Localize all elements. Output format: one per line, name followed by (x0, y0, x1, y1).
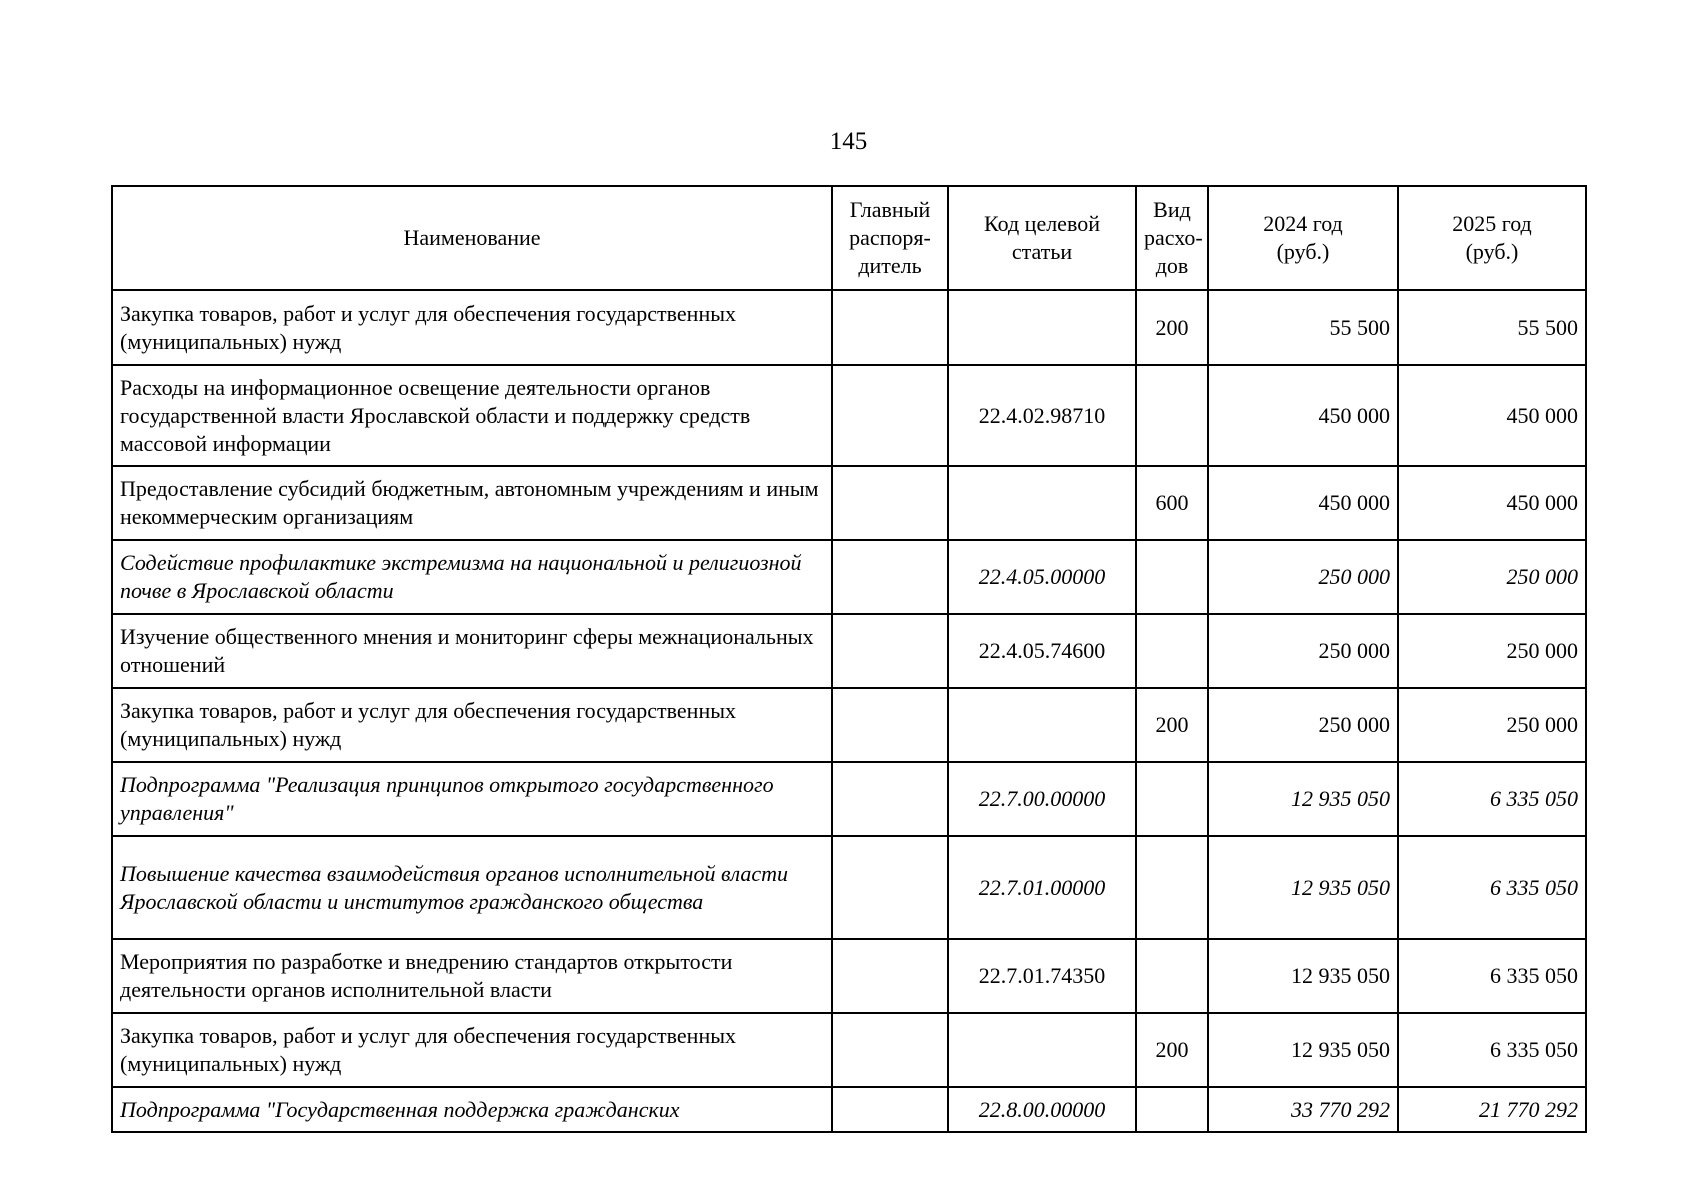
cell-2024: 12 935 050 (1208, 762, 1398, 836)
cell-2025: 250 000 (1398, 540, 1586, 614)
cell-type (1136, 762, 1208, 836)
cell-2024: 250 000 (1208, 614, 1398, 688)
cell-code: 22.7.00.00000 (948, 762, 1136, 836)
cell-2024: 55 500 (1208, 290, 1398, 365)
cell-2025: 450 000 (1398, 466, 1586, 540)
header-year-2024 (1208, 186, 1398, 290)
table-row (112, 836, 1586, 939)
cell-manager (832, 1087, 948, 1132)
cell-type: 200 (1136, 688, 1208, 762)
cell-name: Предоставление субсидий бюджетным, автономным учреждениям и иным некоммерческим организациям (112, 466, 832, 540)
cell-type (1136, 836, 1208, 939)
header-code-line2: статьи (1011, 239, 1073, 264)
page-number: 145 (829, 128, 868, 155)
cell-type (1136, 540, 1208, 614)
cell-2024: 12 935 050 (1208, 1013, 1398, 1087)
cell-manager (832, 614, 948, 688)
header-year-2025-line1: 2025 год (1452, 211, 1532, 236)
table-row (112, 688, 1586, 762)
header-code-line1: Код целевой (984, 211, 1100, 236)
table-row (112, 1087, 1586, 1132)
cell-code: 22.4.02.98710 (948, 365, 1136, 466)
cell-code: 22.7.01.74350 (948, 939, 1136, 1013)
header-manager (832, 186, 948, 290)
cell-2024: 12 935 050 (1208, 836, 1398, 939)
cell-2024: 12 935 050 (1208, 939, 1398, 1013)
cell-2025: 250 000 (1398, 614, 1586, 688)
cell-name: Расходы на информационное освещение деятельности органов государственной власти Ярославской области и поддержку средств массовой информации (112, 365, 832, 466)
cell-type (1136, 614, 1208, 688)
header-year-2024-line1: 2024 год (1263, 211, 1343, 236)
cell-manager (832, 939, 948, 1013)
cell-2025: 250 000 (1398, 688, 1586, 762)
cell-2025: 55 500 (1398, 290, 1586, 365)
cell-manager (832, 466, 948, 540)
cell-2024: 33 770 292 (1208, 1087, 1398, 1132)
cell-manager (832, 365, 948, 466)
cell-name: Подпрограмма "Государственная поддержка гражданских (112, 1087, 832, 1132)
cell-code: 22.4.05.00000 (948, 540, 1136, 614)
cell-type: 600 (1136, 466, 1208, 540)
header-manager-line2: распоря- (849, 225, 931, 250)
cell-code: 22.7.01.00000 (948, 836, 1136, 939)
cell-code (948, 290, 1136, 365)
cell-code (948, 688, 1136, 762)
cell-code: 22.8.00.00000 (948, 1087, 1136, 1132)
cell-type: 200 (1136, 290, 1208, 365)
cell-name: Мероприятия по разработке и внедрению стандартов открытости деятельности органов исполнительной власти (112, 939, 832, 1013)
header-code (948, 186, 1136, 290)
cell-2024: 450 000 (1208, 466, 1398, 540)
cell-manager (832, 762, 948, 836)
header-manager-line1: Главный (849, 197, 931, 222)
table-row (112, 290, 1586, 365)
table-header-row (112, 186, 1586, 290)
table-row (112, 939, 1586, 1013)
table-row (112, 1013, 1586, 1087)
cell-2025: 450 000 (1398, 365, 1586, 466)
cell-type (1136, 365, 1208, 466)
cell-2024: 250 000 (1208, 688, 1398, 762)
cell-name: Изучение общественного мнения и мониторинг сферы межнациональных отношений (112, 614, 832, 688)
cell-code (948, 466, 1136, 540)
header-type (1136, 186, 1208, 290)
table-row (112, 466, 1586, 540)
cell-name: Закупка товаров, работ и услуг для обеспечения государственных (муниципальных) нужд (112, 1013, 832, 1087)
cell-manager (832, 688, 948, 762)
cell-name: Закупка товаров, работ и услуг для обеспечения государственных (муниципальных) нужд (112, 688, 832, 762)
cell-manager (832, 836, 948, 939)
cell-2024: 450 000 (1208, 365, 1398, 466)
budget-table (111, 185, 1587, 1133)
header-year-2025 (1398, 186, 1586, 290)
cell-2025: 6 335 050 (1398, 836, 1586, 939)
header-name-label: Наименование (403, 225, 541, 250)
cell-name: Содействие профилактике экстремизма на национальной и религиозной почве в Ярославской области (112, 540, 832, 614)
header-name (112, 186, 832, 290)
table-row (112, 365, 1586, 466)
header-year-2024-line2: (руб.) (1276, 239, 1330, 264)
cell-2025: 6 335 050 (1398, 1013, 1586, 1087)
cell-2024: 250 000 (1208, 540, 1398, 614)
table-row (112, 540, 1586, 614)
table-row (112, 762, 1586, 836)
cell-type: 200 (1136, 1013, 1208, 1087)
cell-manager (832, 540, 948, 614)
cell-type (1136, 939, 1208, 1013)
cell-name: Подпрограмма "Реализация принципов открытого государственного управления" (112, 762, 832, 836)
cell-name: Повышение качества взаимодействия органов исполнительной власти Ярославской области и институтов гражданского общества (112, 836, 832, 939)
header-manager-line3: дитель (858, 253, 922, 278)
header-type-line1: Вид (1153, 197, 1191, 222)
header-type-line2: расхо- (1144, 225, 1203, 250)
cell-manager (832, 1013, 948, 1087)
cell-code (948, 1013, 1136, 1087)
cell-name: Закупка товаров, работ и услуг для обеспечения государственных (муниципальных) нужд (112, 290, 832, 365)
header-year-2025-line2: (руб.) (1465, 239, 1519, 264)
cell-2025: 21 770 292 (1398, 1087, 1586, 1132)
table-row (112, 614, 1586, 688)
cell-2025: 6 335 050 (1398, 762, 1586, 836)
header-type-line3: дов (1155, 253, 1189, 278)
cell-code: 22.4.05.74600 (948, 614, 1136, 688)
cell-manager (832, 290, 948, 365)
cell-type (1136, 1087, 1208, 1132)
cell-2025: 6 335 050 (1398, 939, 1586, 1013)
